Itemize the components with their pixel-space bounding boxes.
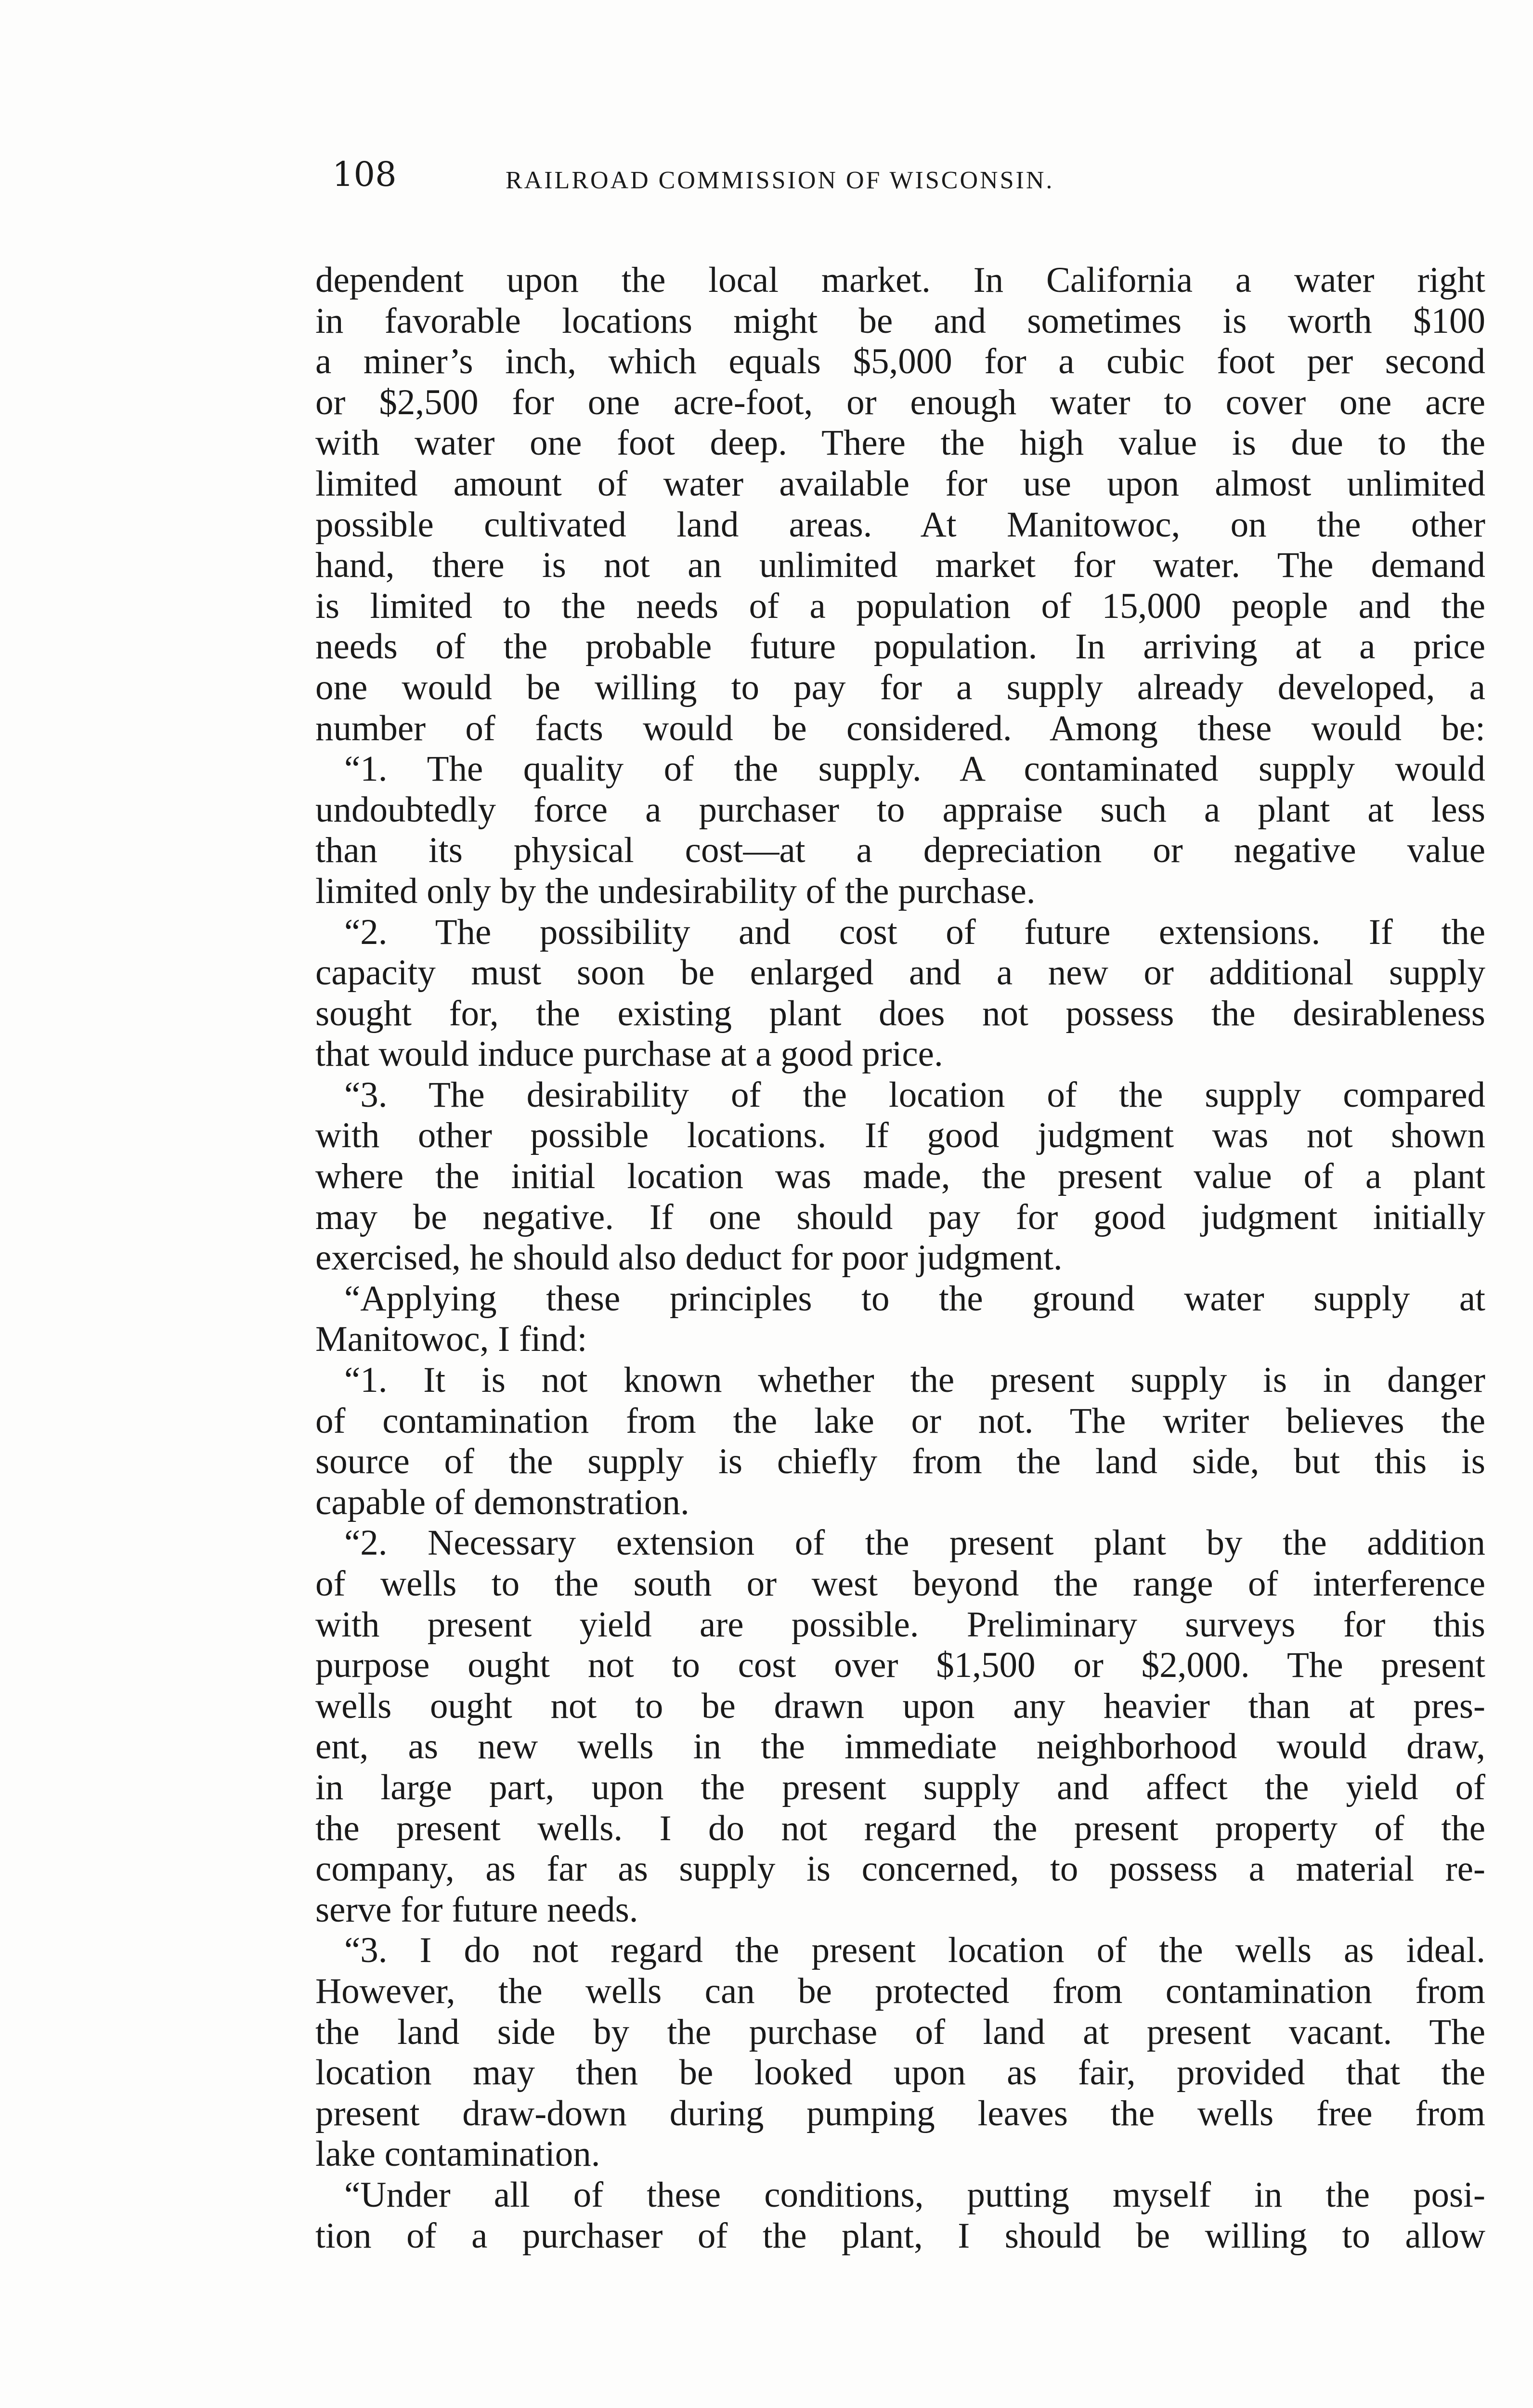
- text-line: “Under all of these conditions, putting myself in the posi-: [344, 2174, 1485, 2215]
- text-line: undoubtedly force a purchaser to appraise such a plant at less: [315, 789, 1485, 830]
- text-line: exercised, he should also deduct for poor judgment.: [315, 1238, 1063, 1278]
- text-line: sought for, the existing plant does not possess the desirableness: [315, 993, 1485, 1034]
- text-line: company, as far as supply is concerned, to possess a material re-: [315, 1849, 1485, 1889]
- text-line: a miner’s inch, which equals $5,000 for a cubic foot per second: [315, 341, 1485, 382]
- text-line: purpose ought not to cost over $1,500 or $2,000. The present: [315, 1645, 1485, 1686]
- text-line: “Applying these principles to the ground water supply at: [344, 1278, 1485, 1319]
- page-header: [332, 155, 1478, 208]
- text-line: present draw-down during pumping leaves the wells free from: [315, 2093, 1485, 2133]
- text-line: dependent upon the local market. In California a water right: [315, 260, 1485, 300]
- text-line: with other possible locations. If good judgment was not shown: [315, 1115, 1485, 1156]
- running-head: RAILROAD COMMISSION OF WISCONSIN.: [506, 167, 1054, 194]
- text-line: capable of demonstration.: [315, 1482, 689, 1522]
- text-line: However, the wells can be protected from contamination from: [315, 1971, 1485, 2011]
- text-line: than its physical cost—at a depreciation or negative value: [315, 830, 1485, 871]
- text-line: tion of a purchaser of the plant, I should be willing to allow: [315, 2215, 1485, 2256]
- text-line: “3. The desirability of the location of the supply compared: [344, 1074, 1485, 1115]
- text-line: in large part, upon the present supply and affect the yield of: [315, 1767, 1485, 1807]
- body-text: [315, 260, 1485, 2256]
- text-line: of contamination from the lake or not. The writer believes the: [315, 1400, 1485, 1441]
- text-line: wells ought not to be drawn upon any heavier than at pres-: [315, 1686, 1485, 1726]
- text-line: or $2,500 for one acre-foot, or enough water to cover one acre: [315, 382, 1485, 422]
- text-line: number of facts would be considered. Among these would be:: [315, 708, 1485, 748]
- text-line: one would be willing to pay for a supply already developed, a: [315, 667, 1485, 707]
- text-line: in favorable locations might be and sometimes is worth $100: [315, 301, 1485, 341]
- text-line: “2. The possibility and cost of future extensions. If the: [344, 912, 1485, 952]
- text-line: “1. The quality of the supply. A contaminated supply would: [344, 749, 1485, 789]
- page-number: 108: [332, 155, 397, 194]
- text-line: ent, as new wells in the immediate neighborhood would draw,: [315, 1727, 1485, 1767]
- text-line: of wells to the south or west beyond the range of interference: [315, 1564, 1485, 1604]
- text-line: where the initial location was made, the present value of a plant: [315, 1156, 1485, 1197]
- text-line: possible cultivated land areas. At Manitowoc, on the other: [315, 504, 1485, 545]
- text-line: needs of the probable future population. In arriving at a price: [315, 627, 1485, 667]
- text-line: “1. It is not known whether the present supply is in danger: [344, 1360, 1485, 1400]
- text-line: limited only by the undesirability of the purchase.: [315, 871, 1036, 911]
- text-line: capacity must soon be enlarged and a new or additional supply: [315, 953, 1485, 993]
- text-line: source of the supply is chiefly from the land side, but this is: [315, 1441, 1485, 1482]
- text-line: may be negative. If one should pay for good judgment initially: [315, 1197, 1485, 1237]
- text-line: Manitowoc, I find:: [315, 1319, 587, 1360]
- text-line: limited amount of water available for use upon almost unlimited: [315, 463, 1485, 504]
- text-line: with present yield are possible. Preliminary surveys for this: [315, 1604, 1485, 1645]
- text-line: hand, there is not an unlimited market for water. The demand: [315, 545, 1485, 586]
- text-line: “3. I do not regard the present location of the wells as ideal.: [344, 1930, 1485, 1971]
- text-line: the present wells. I do not regard the present property of the: [315, 1808, 1485, 1848]
- text-line: with water one foot deep. There the high value is due to the: [315, 423, 1485, 463]
- text-line: is limited to the needs of a population of 15,000 people and the: [315, 586, 1485, 626]
- text-line: the land side by the purchase of land at present vacant. The: [315, 2012, 1485, 2052]
- text-line: serve for future needs.: [315, 1889, 638, 1930]
- text-line: “2. Necessary extension of the present plant by the addition: [344, 1523, 1485, 1563]
- text-line: lake contamination.: [315, 2134, 600, 2174]
- text-line: that would induce purchase at a good price.: [315, 1034, 943, 1074]
- text-line: location may then be looked upon as fair, provided that the: [315, 2053, 1485, 2093]
